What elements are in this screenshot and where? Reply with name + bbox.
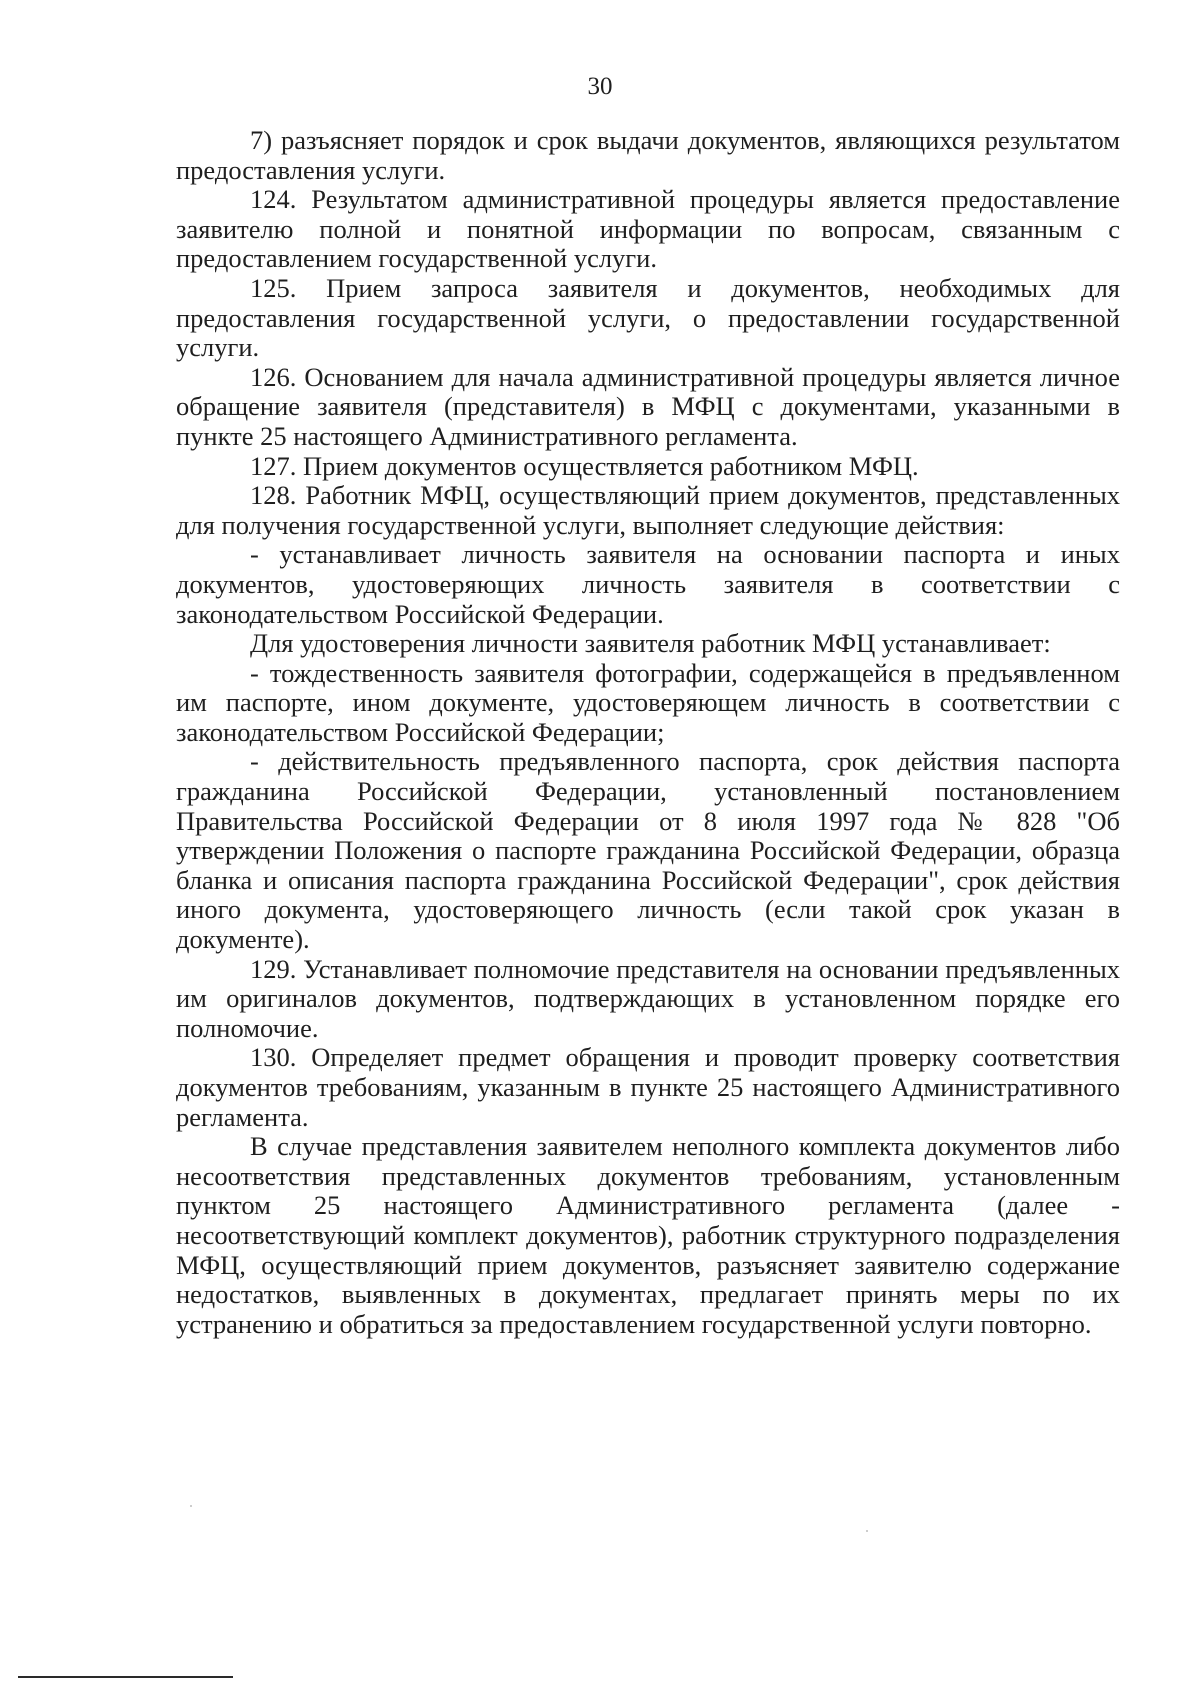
- document-body: [176, 126, 1120, 1339]
- paragraph-item-7: 7) разъясняет порядок и срок выдачи документов, являющихся результатом предоставления услуги.: [176, 125, 1120, 185]
- paragraph-identity-intro: Для удостоверения личности заявителя работник МФЦ устанавливает:: [250, 628, 1051, 659]
- paragraph-126: 126. Основанием для начала административной процедуры является личное обращение заявителя (представителя) в МФЦ с документами, указанными в пункте 25 настоящего Административного регламента.: [176, 361, 1120, 451]
- footer-rule: [18, 1676, 233, 1678]
- paragraph-130: 130. Определяет предмет обращения и проводит проверку соответствия документов требованиям, указанным в пункте 25 настоящего Административного регламента.: [176, 1042, 1120, 1132]
- paragraph-125: 125. Прием запроса заявителя и документов, необходимых для предоставления государственной услуги, о предоставлении государственной услуги.: [176, 272, 1120, 363]
- paragraph-incomplete-documents: В случае представления заявителем неполного комплекта документов либо несоответствия представленных документов требованиям, установленным пунктом 25 настоящего Административного регламента (далее - несоответствующий комплект документов), работник структурного подразделения МФЦ, осуществляющий прием документов, разъясняет заявителю содержание недостатков, выявленных в документах, предлагает принять меры по их устранению и обратиться за предоставлением государственной услуги повторно.: [176, 1131, 1120, 1339]
- scan-speck: [190, 1505, 192, 1507]
- paragraph-photo-identity: - тождественность заявителя фотографии, содержащейся в предъявленном им паспорте, ином документе, удостоверяющем личность в соответствии с законодательством Российской Федерации;: [176, 657, 1120, 747]
- scan-speck: [866, 1530, 868, 1532]
- paragraph-passport-validity: - действительность предъявленного паспорта, срок действия паспорта гражданина Российской Федерации, установленный постановлением Правительства Российской Федерации от 8 июля 1997 года № 828 "Об утверждении Положения о паспорте гражданина Российской Федерации, образца бланка и описания паспорта гражданина Российской Федерации", срок действия иного документа, удостоверяющего личность (если такой срок указан в документе).: [176, 746, 1120, 955]
- paragraph-129: 129. Устанавливает полномочие представителя на основании предъявленных им оригиналов документов, подтверждающих в установленном порядке его полномочие.: [176, 953, 1120, 1043]
- paragraph-124: 124. Результатом административной процедуры является предоставление заявителю полной и понятной информации по вопросам, связанным с предоставлением государственной услуги.: [176, 184, 1120, 274]
- page-number: 30: [587, 73, 613, 100]
- paragraph-127: 127. Прием документов осуществляется работником МФЦ.: [250, 450, 919, 481]
- paragraph-128: 128. Работник МФЦ, осуществляющий прием документов, представленных для получения государственной услуги, выполняет следующие действия:: [176, 480, 1120, 540]
- paragraph-identity-check: - устанавливает личность заявителя на основании паспорта и иных документов, удостоверяющих личность заявителя в соответствии с законодательством Российской Федерации.: [176, 539, 1120, 629]
